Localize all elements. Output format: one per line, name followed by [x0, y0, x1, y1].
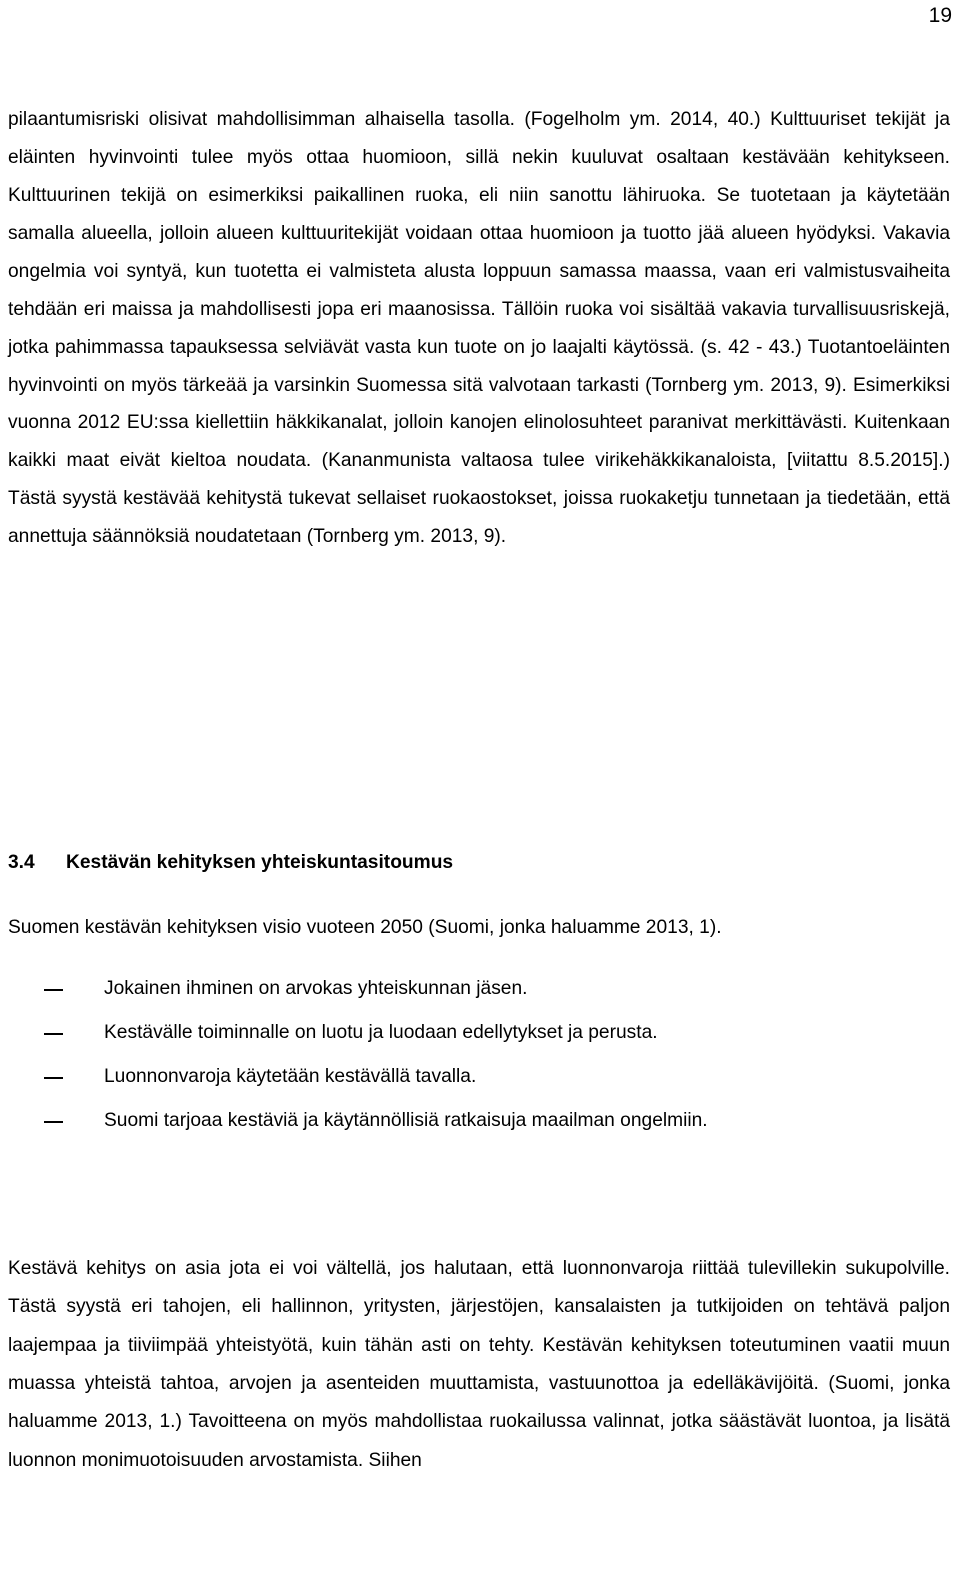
- list-item-text: Suomi tarjoaa kestäviä ja käytännöllisiä ratkaisuja maailman ongelmiin.: [104, 1110, 708, 1131]
- paragraph-1: pilaantumisriski olisivat mahdollisimman alhaisella tasolla. (Fogelholm ym. 2014, 40.) Kulttuuriset tekijät ja eläinten hyvinvointi tulee myös ottaa huomioon, sillä nekin kuuluvat osaltaan kestävään kehitykseen. Kulttuurinen tekijä on esimerkiksi paikallinen ruoka, eli niin sanottu lähiruoka. Se tuotetaan ja käytetään samalla alueella, jolloin alueen kulttuuritekijät voidaan ottaa huomioon ja tuotto jää alueen hyödyksi. Vakavia ongelmia voi syntyä, kun tuotetta ei valmisteta alusta loppuun samassa maassa, vaan eri valmistusvaiheita tehdään eri maissa ja mahdollisesti jopa eri maanosissa. Tällöin ruoka voi sisältää vakavia turvallisuusriskejä, jotka pahimmassa tapauksessa selviävät vasta kun tuote on jo laajalti käytössä. (s. 42 - 43.) Tuotantoeläinten hyvinvointi on myös tärkeää ja varsinkin Suomessa sitä valvotaan tarkasti (Tornberg ym. 2013, 9). Esimerkiksi vuonna 2012 EU:ssa kiellettiin häkkikanalat, jolloin kanojen elinolosuhteet paranivat merkittävästi. Kuitenkaan kaikki maat eivät kieltoa noudata. (Kananmunista valtaosa tulee virikehäkkikanaloista, [viitattu 8.5.2015].) Tästä syystä kestävää kehitystä tukevat sellaiset ruokaostokset, joissa ruokaketju tunnetaan ja tiedetään, että annettuja säännöksiä noudatetaan (Tornberg ym. 2013, 9).: [8, 109, 950, 548]
- list-item-text: Kestävälle toiminnalle on luotu ja luodaan edellytykset ja perusta.: [104, 1022, 658, 1043]
- paragraph-3: Kestävä kehitys on asia jota ei voi vältellä, jos halutaan, että luonnonvaroja riittää tulevillekin sukupolville. Tästä syystä eri tahojen, eli hallinnon, yritysten, järjestöjen, kansalaisten ja tutkijoiden on tehtävä paljon laajempaa ja tiiviimpää yhteistyötä, kuin tähän asti on tehty. Kestävän kehityksen toteutuminen vaatii muun muassa yhteistä tahtoa, arvojen ja asenteiden muuttamista, vastuunottoa ja edelläkävijöitä. (Suomi, jonka haluamme 2013, 1.) Tavoitteena on myös mahdollistaa ruokailussa valinnat, jotka säästävät luontoa, ja lisätä luonnon monimuotoisuuden arvostamista. Siihen: [8, 1258, 950, 1471]
- section-heading: [8, 852, 453, 874]
- list-item-text: Jokainen ihminen on arvokas yhteiskunnan jäsen.: [104, 978, 528, 999]
- page-number: 19: [928, 4, 952, 27]
- list-item: [0, 1055, 950, 1099]
- section-title: Kestävän kehityksen yhteiskuntasitoumus: [66, 852, 454, 873]
- dash-bullet-icon: [44, 1033, 63, 1035]
- dash-bullet-icon: [44, 989, 63, 991]
- bullet-list: [0, 967, 950, 1143]
- section-number: 3.4: [8, 852, 35, 873]
- dash-bullet-icon: [44, 1121, 63, 1123]
- list-item: [0, 1011, 950, 1055]
- paragraph-2: Suomen kestävän kehityksen visio vuoteen 2050 (Suomi, jonka haluamme 2013, 1).: [8, 917, 722, 939]
- list-item: [0, 1099, 950, 1143]
- dash-bullet-icon: [44, 1077, 63, 1079]
- list-item: [0, 967, 950, 1011]
- list-item-text: Luonnonvaroja käytetään kestävällä tavalla.: [104, 1066, 477, 1087]
